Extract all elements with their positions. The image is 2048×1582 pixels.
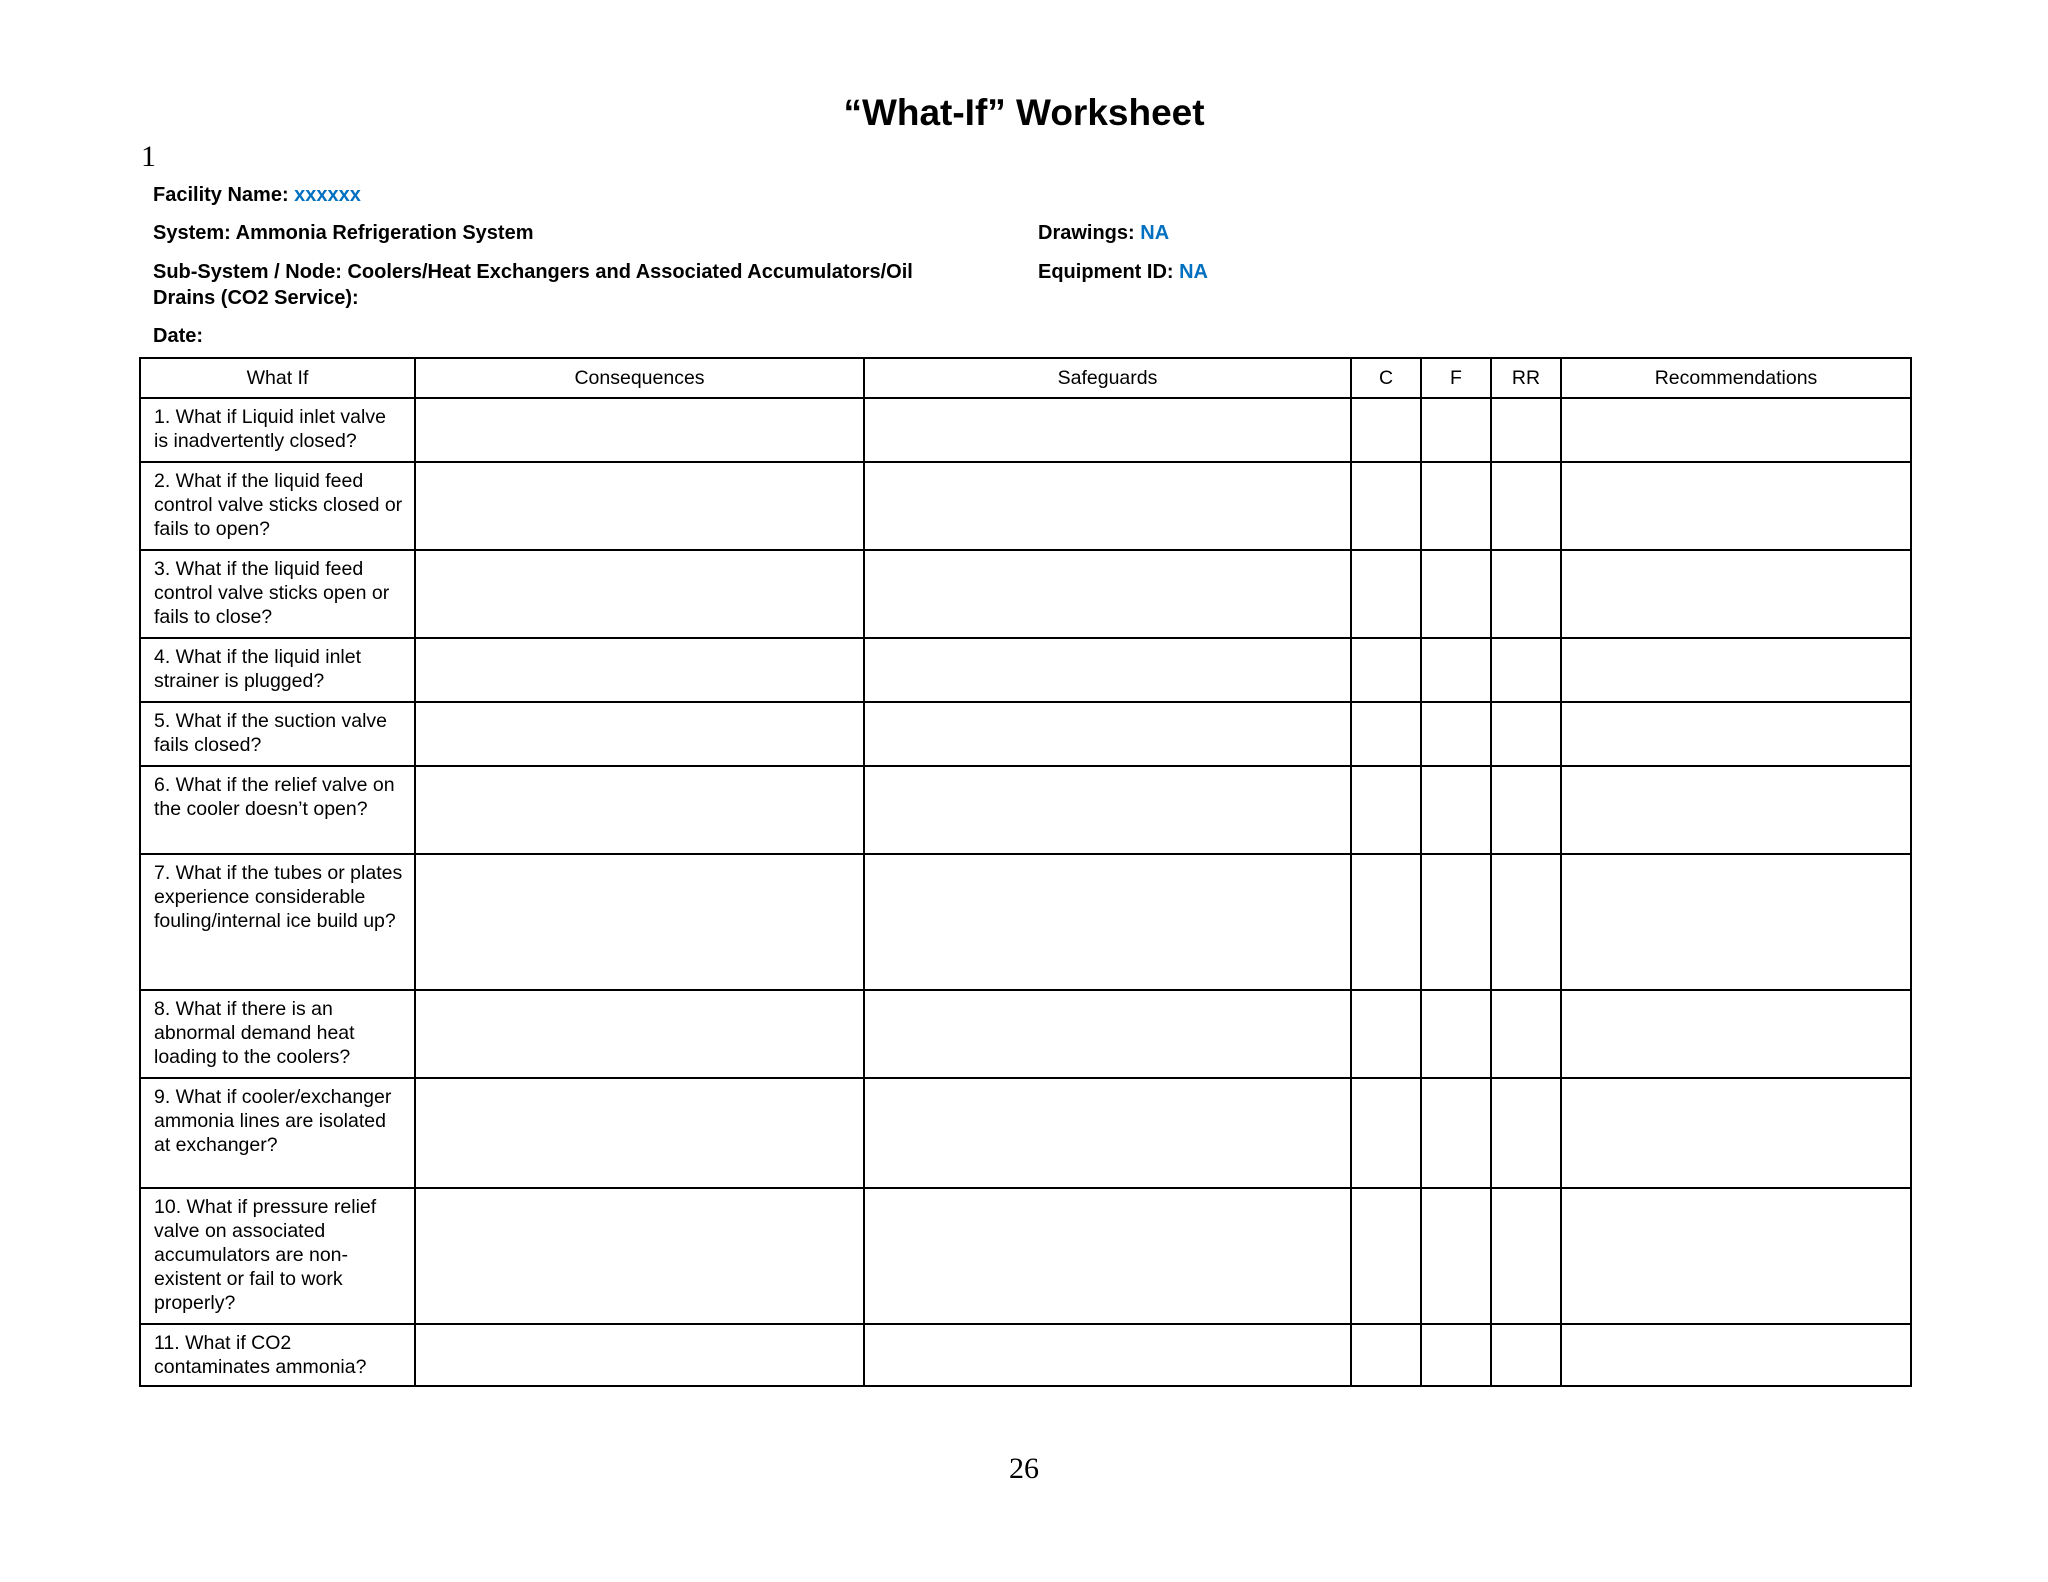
f-cell[interactable] <box>1421 1324 1491 1386</box>
header-safeguards: Safeguards <box>864 358 1351 398</box>
table-row <box>140 1078 1911 1188</box>
worksheet-title: “What-If” Worksheet <box>843 92 1205 133</box>
header-rr: RR <box>1491 358 1561 398</box>
what-if-cell: 11. What if CO2 contaminates ammonia? <box>140 1324 415 1386</box>
page-marker: 1 <box>141 140 156 173</box>
f-cell[interactable] <box>1421 398 1491 462</box>
c-cell[interactable] <box>1351 766 1421 854</box>
header-recommendations: Recommendations <box>1561 358 1911 398</box>
f-cell[interactable] <box>1421 638 1491 702</box>
facility-name-label: Facility Name: <box>153 184 289 206</box>
what-if-cell: 1. What if Liquid inlet valve is inadvertently closed? <box>140 398 415 462</box>
recommendations-cell[interactable] <box>1561 1078 1911 1188</box>
consequences-cell[interactable] <box>415 398 864 462</box>
equipment-id-label: Equipment ID: <box>1038 261 1174 283</box>
c-cell[interactable] <box>1351 398 1421 462</box>
f-cell[interactable] <box>1421 990 1491 1078</box>
what-if-cell: 3. What if the liquid feed control valve sticks open or fails to close? <box>140 550 415 638</box>
equipment-id-value: NA <box>1179 261 1208 283</box>
page-number: 26 <box>1009 1452 1039 1485</box>
table-row <box>140 462 1911 550</box>
system-label: System: <box>153 222 231 244</box>
recommendations-cell[interactable] <box>1561 766 1911 854</box>
what-if-cell: 9. What if cooler/exchanger ammonia lines are isolated at exchanger? <box>140 1078 415 1188</box>
f-cell[interactable] <box>1421 1188 1491 1324</box>
subsystem-line <box>153 259 973 311</box>
recommendations-cell[interactable] <box>1561 638 1911 702</box>
date-label: Date: <box>153 325 204 347</box>
rr-cell[interactable] <box>1491 1078 1561 1188</box>
what-if-cell: 4. What if the liquid inlet strainer is plugged? <box>140 638 415 702</box>
c-cell[interactable] <box>1351 854 1421 990</box>
rr-cell[interactable] <box>1491 1188 1561 1324</box>
header-c: C <box>1351 358 1421 398</box>
c-cell[interactable] <box>1351 990 1421 1078</box>
consequences-cell[interactable] <box>415 702 864 766</box>
rr-cell[interactable] <box>1491 766 1561 854</box>
consequences-cell[interactable] <box>415 1078 864 1188</box>
safeguards-cell[interactable] <box>864 1188 1351 1324</box>
safeguards-cell[interactable] <box>864 702 1351 766</box>
recommendations-cell[interactable] <box>1561 990 1911 1078</box>
rr-cell[interactable] <box>1491 702 1561 766</box>
equipment-id-line <box>1038 259 1208 285</box>
safeguards-cell[interactable] <box>864 1078 1351 1188</box>
c-cell[interactable] <box>1351 702 1421 766</box>
f-cell[interactable] <box>1421 462 1491 550</box>
safeguards-cell[interactable] <box>864 638 1351 702</box>
recommendations-cell[interactable] <box>1561 398 1911 462</box>
c-cell[interactable] <box>1351 462 1421 550</box>
f-cell[interactable] <box>1421 550 1491 638</box>
table-row <box>140 550 1911 638</box>
f-cell[interactable] <box>1421 854 1491 990</box>
what-if-cell: 10. What if pressure relief valve on associated accumulators are non-existent or fail to work properly? <box>140 1188 415 1324</box>
what-if-cell: 8. What if there is an abnormal demand heat loading to the coolers? <box>140 990 415 1078</box>
f-cell[interactable] <box>1421 702 1491 766</box>
drawings-label: Drawings: <box>1038 222 1135 244</box>
table-row <box>140 854 1911 990</box>
rr-cell[interactable] <box>1491 550 1561 638</box>
safeguards-cell[interactable] <box>864 766 1351 854</box>
drawings-line <box>1038 220 1169 246</box>
rr-cell[interactable] <box>1491 854 1561 990</box>
table-row <box>140 638 1911 702</box>
recommendations-cell[interactable] <box>1561 550 1911 638</box>
recommendations-cell[interactable] <box>1561 854 1911 990</box>
f-cell[interactable] <box>1421 766 1491 854</box>
safeguards-cell[interactable] <box>864 990 1351 1078</box>
safeguards-cell[interactable] <box>864 462 1351 550</box>
consequences-cell[interactable] <box>415 550 864 638</box>
consequences-cell[interactable] <box>415 462 864 550</box>
date-line <box>153 323 203 349</box>
c-cell[interactable] <box>1351 1188 1421 1324</box>
safeguards-cell[interactable] <box>864 550 1351 638</box>
c-cell[interactable] <box>1351 550 1421 638</box>
table-row <box>140 1324 1911 1386</box>
table-row <box>140 398 1911 462</box>
system-value: Ammonia Refrigeration System <box>235 222 534 244</box>
subsystem-label: Sub-System / Node: <box>153 261 342 283</box>
consequences-cell[interactable] <box>415 766 864 854</box>
f-cell[interactable] <box>1421 1078 1491 1188</box>
rr-cell[interactable] <box>1491 990 1561 1078</box>
recommendations-cell[interactable] <box>1561 702 1911 766</box>
consequences-cell[interactable] <box>415 990 864 1078</box>
safeguards-cell[interactable] <box>864 854 1351 990</box>
drawings-value: NA <box>1140 222 1170 244</box>
what-if-table <box>139 357 1912 1387</box>
recommendations-cell[interactable] <box>1561 462 1911 550</box>
facility-name-line <box>153 182 361 208</box>
c-cell[interactable] <box>1351 1324 1421 1386</box>
table-row <box>140 702 1911 766</box>
header-f: F <box>1421 358 1491 398</box>
table-row <box>140 1188 1911 1324</box>
table-header-row <box>140 358 1911 398</box>
c-cell[interactable] <box>1351 638 1421 702</box>
what-if-cell: 2. What if the liquid feed control valve sticks closed or fails to open? <box>140 462 415 550</box>
consequences-cell[interactable] <box>415 1324 864 1386</box>
safeguards-cell[interactable] <box>864 1324 1351 1386</box>
what-if-cell: 5. What if the suction valve fails closed? <box>140 702 415 766</box>
header-consequences: Consequences <box>415 358 864 398</box>
rr-cell[interactable] <box>1491 398 1561 462</box>
rr-cell[interactable] <box>1491 1324 1561 1386</box>
safeguards-cell[interactable] <box>864 398 1351 462</box>
consequences-cell[interactable] <box>415 1188 864 1324</box>
recommendations-cell[interactable] <box>1561 1188 1911 1324</box>
consequences-cell[interactable] <box>415 638 864 702</box>
table-row <box>140 990 1911 1078</box>
recommendations-cell[interactable] <box>1561 1324 1911 1386</box>
header-what-if: What If <box>140 358 415 398</box>
rr-cell[interactable] <box>1491 462 1561 550</box>
consequences-cell[interactable] <box>415 854 864 990</box>
table-row <box>140 766 1911 854</box>
what-if-cell: 7. What if the tubes or plates experience considerable fouling/internal ice build up? <box>140 854 415 990</box>
subsystem-value: Coolers/Heat Exchangers and Associated Accumulators/Oil Drains (CO2 Service): <box>153 261 913 309</box>
rr-cell[interactable] <box>1491 638 1561 702</box>
system-line <box>153 220 534 246</box>
c-cell[interactable] <box>1351 1078 1421 1188</box>
what-if-cell: 6. What if the relief valve on the cooler doesn’t open? <box>140 766 415 854</box>
facility-name-value: xxxxxx <box>294 184 361 206</box>
